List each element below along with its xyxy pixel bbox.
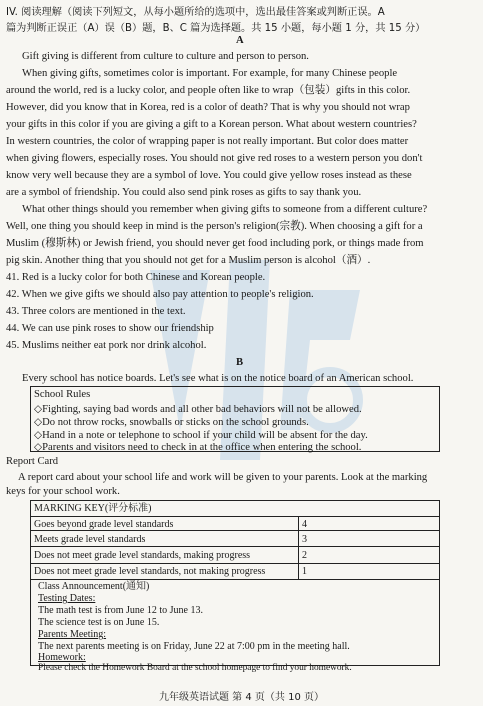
school-rule-item: ◇Parents and visitors need to check in at the office when entering the school.: [34, 442, 362, 453]
marking-row-desc: Goes beyond grade level standards: [34, 519, 174, 530]
table-divider: [298, 516, 299, 579]
question-41: 41. Red is a lucky color for both Chinese and Korean people.: [6, 272, 266, 283]
testing-dates-label: Testing Dates:: [38, 593, 96, 604]
passage-a-line: When giving gifts, sometimes color is important. For example, for many Chinese people: [22, 68, 398, 79]
passage-a-line: Gift giving is different from culture to culture and person to person.: [22, 51, 309, 62]
report-card-text: keys for your school work.: [6, 486, 120, 497]
report-card-title: Report Card: [6, 456, 59, 467]
passage-a-line: know very well because they are a symbol of love. You could give yellow roses instead as these: [6, 170, 412, 181]
table-divider: [30, 579, 440, 580]
passage-a-line: What other things should you remember when giving gifts to someone from a different culture?: [22, 204, 428, 215]
school-rule-item: ◇Hand in a note or telephone to school if your child will be absent for the day.: [34, 430, 368, 441]
section-b-intro: Every school has notice boards. Let's see what is on the notice board of an American school.: [22, 373, 414, 384]
passage-a-line: around the world, red is a lucky color, and people often like to wrap（包装）gifts in this color.: [6, 85, 411, 96]
marking-row-score: 1: [302, 566, 307, 577]
announcement-title: Class Announcement(通知): [38, 581, 150, 592]
passage-a-line: However, did you know that in Korea, red is a color of death? That is why you should not wrap: [6, 102, 410, 113]
marking-row-desc: Meets grade level standards: [34, 534, 146, 545]
marking-row-score: 3: [302, 534, 307, 545]
parents-meeting-line: The next parents meeting is on Friday, June 22 at 7:00 pm in the meeting hall.: [38, 641, 350, 652]
passage-a-line: Well, one thing you should keep in mind is the person's religion(宗教). When choosing a gift for a: [6, 221, 423, 232]
section-a-title: A: [236, 35, 244, 46]
homework-label: Homework:: [38, 652, 86, 663]
passage-a-line: pig skin. Another thing that you should not get for a Muslim person is alcohol（酒）.: [6, 255, 371, 266]
section-b-title: B: [236, 357, 244, 368]
table-divider: [30, 546, 440, 547]
passage-a-line: Muslim (穆斯林) or Jewish friend, you should never get food including pork, or things made from: [6, 238, 424, 249]
instructions-line-2: 篇为判断正误正（A）误（B）题，B、C 篇为选择题。共 15 小题，每小题 1 分，共 15 分）: [6, 23, 426, 34]
passage-a-line: when giving flowers, especially roses. You should not give red roses to a western person you don't: [6, 153, 423, 164]
school-rule-item: ◇Do not throw rocks, snowballs or sticks on the school grounds.: [34, 417, 309, 428]
table-divider: [30, 563, 440, 564]
passage-a-line: are a symbol of friendship. You could also send pink roses as gifts to say thank you.: [6, 187, 362, 198]
question-42: 42. When we give gifts we should also pay attention to people's religion.: [6, 289, 314, 300]
marking-key-title: MARKING KEY(评分标准): [34, 503, 152, 514]
marking-row-score: 2: [302, 550, 307, 561]
question-45: 45. Muslims neither eat pork nor drink alcohol.: [6, 340, 207, 351]
testing-date-line: The science test is on June 15.: [38, 617, 160, 628]
question-44: 44. We can use pink roses to show our friendship: [6, 323, 214, 334]
parents-meeting-label: Parents Meeting:: [38, 629, 107, 640]
page-footer: 九年级英语试题 第 4 页（共 10 页）: [159, 692, 324, 703]
marking-row-score: 4: [302, 519, 307, 530]
question-43: 43. Three colors are mentioned in the text.: [6, 306, 186, 317]
homework-line: Please check the Homework Board at the school homepage to find your homework.: [38, 663, 352, 673]
testing-date-line: The math test is from June 12 to June 13.: [38, 605, 203, 616]
school-rules-title: School Rules: [34, 389, 91, 400]
marking-row-desc: Does not meet grade level standards, not making progress: [34, 566, 266, 577]
table-divider: [30, 516, 440, 517]
passage-a-line: In western countries, the color of wrapping paper is not really important. But color does matter: [6, 136, 409, 147]
instructions-line-1: IV. 阅读理解（阅读下列短文，从每小题所给的选项中，选出最佳答案或判断正误。A: [6, 7, 385, 18]
passage-a-line: your gifts in this color if you are giving a gift to a Korean person. What about western countries?: [6, 119, 417, 130]
school-rule-item: ◇Fighting, saying bad words and all other bad behaviors will not be allowed.: [34, 404, 362, 415]
marking-row-desc: Does not meet grade level standards, making progress: [34, 550, 251, 561]
report-card-text: A report card about your school life and work will be given to your parents. Look at the marking: [18, 472, 428, 483]
